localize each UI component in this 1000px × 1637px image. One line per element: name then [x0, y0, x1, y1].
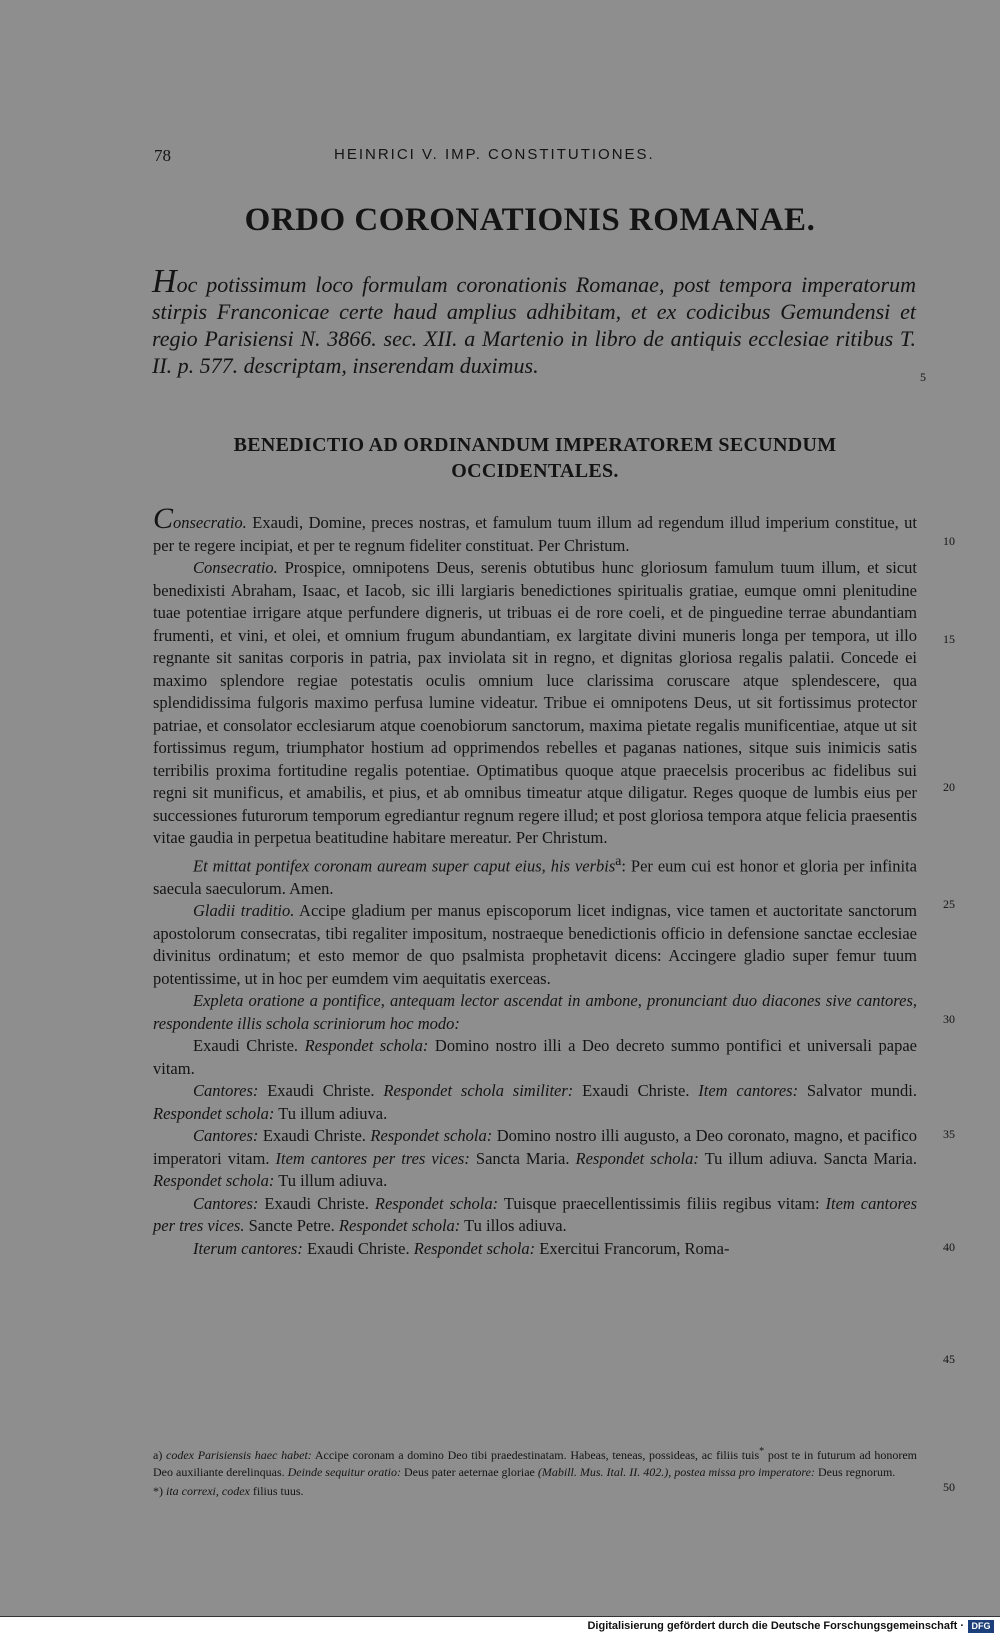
footnote-italic: codex [218, 1484, 250, 1498]
rubric-label: Respondet schola: [374, 1193, 499, 1213]
footnote-star [153, 1483, 917, 1500]
paragraph-rubric-expleta [153, 990, 917, 1035]
paragraph-acclamation-2 [153, 1080, 917, 1125]
footnote-italic: codex Parisiensis haec habet: [162, 1448, 312, 1462]
rubric-label: Respondet schola: [413, 1238, 536, 1258]
footnote-italic: Deinde sequitur oratio: [287, 1465, 401, 1479]
paragraph-text: Accipe gladium per manus episcoporum licet indignas, vice tamen et auctoritate sanctorum apostolorum consecratas, tibi regaliter impositum, nostraeque benedictionis officio in defensione sanctae ecclesiae divinitus ordinatum; et esto memor de quo psalmista prophetavit dicens: Accingere gladio super femur tuum potentissime, ut in hoc per eumdem vim aequitatis exerceas. [153, 901, 917, 988]
rubric-label: Cantores: [193, 1081, 259, 1100]
acclamation-text: Exaudi Christe. [302, 1238, 414, 1258]
paragraph-gladii [153, 900, 917, 990]
rubric-text: Expleta oratione a pontifice, antequam lector ascendat in ambone, pronunciant duo diacones sive cantores, respondente illis schola scriniorum hoc modo: [153, 991, 917, 1033]
margin-number-50: 50 [943, 1480, 955, 1494]
footnote-italic: ita correxi, [163, 1484, 219, 1498]
footnote-mark: *) [153, 1484, 163, 1498]
paragraph-text: Prospice, omnipotens Deus, serenis obtutibus hunc gloriosum famulum tuum illum, et sicut benedixisti Abraham, Isaac, et Iacob, sic illi largiaris benedictiones spiritualis gratiae, eumque omni plenitudine tuae potentiae irrigare atque perfundere digneris, ut tribuas ei de rore coeli, et de pinguedine terrae abundantiam frumenti, et vini, et olei, et omnium frugum abundantiam, ex largitate divini muneris longa per tempora, ut illo regnante sit sanitas corporis in patria, pax inviolata sit in regno, et dignitas gloriosa regalis palatii. Concede ei maximo splendore regiae potestatis oculis omnium luce clarissima coruscare atque splendescere, qua splendidissima fulgoris maximo perfusa lumine videatur. Tribue ei omnipotens Deus, ut sit fortissimus protector patriae, et consolator ecclesiarum atque coenobiorum sanctorum, maxima pietate regalis munificentiae, atque ut sit fortissimus regum, triumphator hostium ad opprimendos rebelles et paganas nationes, sitque suis inimicis satis terribilis proxima fortitudine regalis potentiae. Optimatibus quoque atque praecelsis proceribus ac fidelibus sui regni sit munificus, et amabilis, et pius, et ab omnibus timeatur atque diligatur. Reges quoque de lumbis eius per successiones futurorum temporum egrediantur regnum regere illud; et post gloriosa tempora atque felicia praesentis vitae gaudia in perpetua beatitudine habitare mereatur. Per Christum. [153, 558, 917, 847]
rubric-label: Consecratio. [193, 558, 278, 577]
intro-text: oc potissimum loco formulam coronationis Romanae, post tempora imperatorum stirpis Franconicae certe haud amplius adhibitam, et ex codicibus Gemundensi et regio Parisiensi N. 3866. sec. XII. a Martenio in libro de antiquis ecclesiae ritibus T. II. p. 577. descriptam, inserendam duximus. [152, 272, 916, 378]
paragraph-text: Exaudi, Domine, preces nostras, et famulum tuum illum ad regendum illud imperium constitue, ut per te regere incipiat, et per te regnum fideliter constituat. Per Christum. [153, 513, 917, 555]
rubric-label: Item cantores per tres vices. [153, 1193, 918, 1235]
acclamation-text: Salvator mundi. [798, 1081, 918, 1100]
rubric-label: Gladii traditio. [193, 901, 295, 920]
rubric-label: Respondet schola similiter: [383, 1081, 574, 1100]
margin-number-20: 20 [943, 780, 955, 794]
rubric-label: Respondet schola: [153, 1103, 275, 1123]
footnotes [153, 1443, 955, 1502]
rubric-label: Respondet schola: [370, 1126, 493, 1145]
paragraph-coronation [153, 850, 917, 901]
footnote-text: Accipe coronam a domino Deo tibi praedestinatam. Habeas, teneas, possideas, ac filiis tuis [311, 1448, 760, 1462]
rubric-label: onsecratio. [173, 513, 247, 532]
acclamation-text: Exaudi Christe. [193, 1036, 305, 1055]
footer-bar [0, 1616, 1000, 1637]
rubric-label: Respondet schola: [153, 1171, 275, 1190]
margin-number-10: 10 [943, 534, 955, 548]
intro-initial: H [152, 263, 177, 300]
margin-number-15: 15 [943, 632, 955, 646]
main-text [153, 502, 955, 1366]
footnote-mark: * [759, 1446, 765, 1457]
margin-number-45: 45 [943, 1352, 955, 1366]
margin-number-35: 35 [943, 1127, 955, 1141]
rubric-label: Cantores: [193, 1126, 259, 1145]
rubric-label: Respondet schola: [304, 1036, 429, 1055]
paragraph-consecratio-2 [153, 557, 917, 850]
acclamation-text: Sancta Maria. [469, 1148, 576, 1168]
margin-number-30: 30 [943, 1012, 955, 1026]
footnote-text: Deus regnorum. [814, 1465, 896, 1479]
acclamation-text: Exaudi Christe. [573, 1081, 699, 1100]
rubric-label: Iterum cantores: [193, 1238, 303, 1258]
margin-number-5: 5 [920, 370, 926, 384]
page-number: 78 [154, 146, 171, 165]
rubric-label: Respondet schola: [575, 1148, 699, 1168]
acclamation-text: Exercitui Francorum, Roma- [535, 1238, 730, 1258]
margin-number-40: 40 [943, 1240, 955, 1254]
footnote-mark: a) [153, 1448, 163, 1462]
acclamation-text: Tu illum adiuva. [274, 1103, 388, 1123]
paragraph-acclamation-4 [153, 1193, 917, 1238]
running-head: HEINRICI V. IMP. CONSTITUTIONES. [334, 146, 655, 163]
acclamation-text: Tu illos adiuva. [460, 1216, 567, 1235]
rubric-label: Item cantores: [698, 1081, 799, 1100]
acclamation-text: Tuisque praecellentissimis filiis regibus vitam: [498, 1193, 826, 1213]
page-header [154, 146, 914, 170]
footnote-text: Deus pater aeternae gloriae [400, 1465, 538, 1479]
acclamation-text: Exaudi Christe. [258, 1126, 371, 1145]
acclamation-text: Exaudi Christe. [258, 1081, 384, 1100]
acclamation-text: Domino nostro illi a Deo decreto summo pontifici et universali papae vitam. [153, 1036, 917, 1078]
paragraph-text: : Per eum cui est honor et gloria per infinita saecula saeculorum. Amen. [153, 856, 917, 898]
paragraph-acclamation-1 [153, 1035, 917, 1080]
acclamation-text: Domino nostro illi augusto, a Deo coronato, magno, et pacifico imperatori vitam. [153, 1126, 917, 1168]
rubric-label: Respondet schola: [338, 1216, 461, 1235]
footnote-text: post te in futurum ad honorem Deo auxiliante derelinquas. [153, 1448, 918, 1479]
subtitle: BENEDICTIO AD ORDINANDUM IMPERATOREM SECUNDUM OCCIDENTALES. [233, 434, 837, 482]
footnote-mark: a [615, 852, 622, 868]
margin-number-25: 25 [943, 897, 955, 911]
dfg-logo[interactable]: DFG [968, 1620, 994, 1633]
intro-paragraph [152, 263, 916, 379]
footnote-italic: (Mabill. Mus. Ital. II. 402.), postea missa pro imperatore: [537, 1465, 815, 1479]
acclamation-text: Sancte Petre. [244, 1216, 339, 1235]
acclamation-text: Tu illum adiuva. [274, 1171, 388, 1190]
acclamation-text: Tu illum adiuva. Sancta Maria. [698, 1148, 918, 1168]
footnote-a [153, 1443, 917, 1481]
rubric-label: Item cantores per tres vices: [275, 1148, 470, 1168]
drop-initial: C [153, 502, 174, 535]
rubric-label: Et mittat pontifex coronam auream super caput eius, his verbis [193, 856, 616, 875]
paragraph-acclamation-5 [153, 1238, 917, 1261]
section-title: ORDO CORONATIONIS ROMANAE. [244, 202, 816, 238]
paragraph-consecratio-1 [153, 502, 917, 557]
rubric-label: Cantores: [193, 1193, 259, 1213]
footnote-text: filius tuus. [249, 1484, 304, 1498]
acclamation-text: Exaudi Christe. [258, 1193, 375, 1213]
paragraph-acclamation-3 [153, 1125, 917, 1193]
funding-notice[interactable]: Digitalisierung gefördert durch die Deutsche Forschungsgemeinschaft · [587, 1620, 964, 1632]
